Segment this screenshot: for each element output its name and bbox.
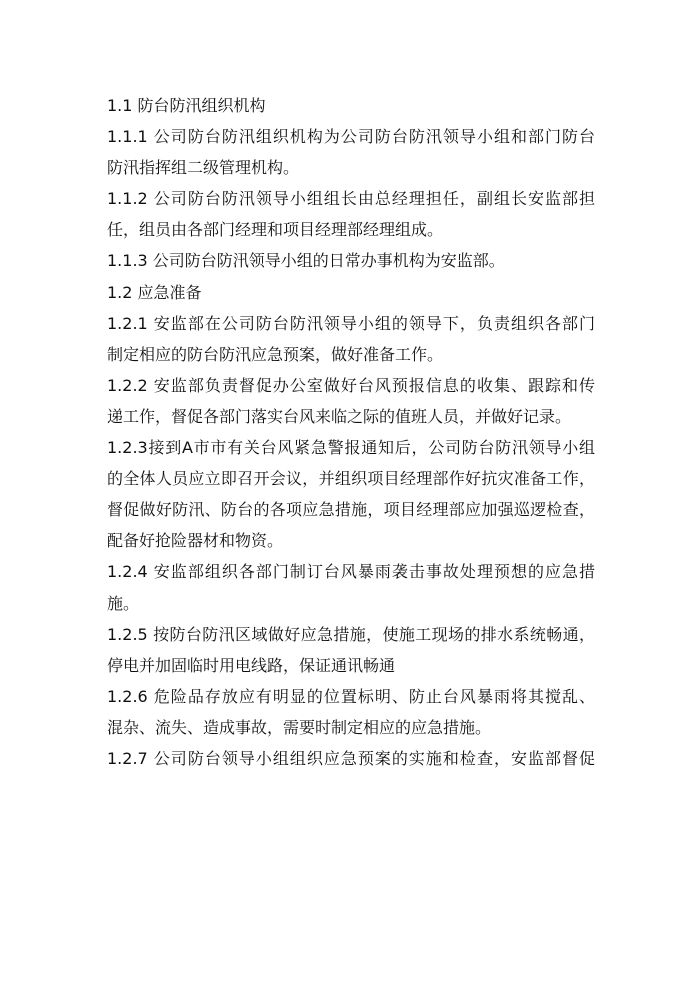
text-line: 配备好抢险器材和物资。 [107,531,284,551]
text-line: 任，组员由各部门经理和项目经理部经理组成。 [107,220,444,240]
text-line: 1.1.3 公司防台防汛领导小组的日常办事机构为安监部。 [107,251,505,271]
paragraph-1-2-1 [107,308,595,370]
text-line: 递工作，督促各部门落实台风来临之际的值班人员，并做好记录。 [107,406,572,426]
section-heading-1-2 [107,277,595,308]
text-line: 的全体人员应立即召开会议，并组织项目经理部作好抗灾准备工作， [107,469,595,489]
paragraph-1-2-4 [107,556,595,618]
text-line: 1.2.5 按防台防汛区域做好应急措施，使施工现场的排水系统畅通， [107,624,595,644]
paragraph-1-1-2 [107,183,595,245]
document-body [107,90,595,774]
text-line: 1.2.4 安监部组织各部门制订台风暴雨袭击事故处理预想的应急措 [107,562,595,582]
text-line: 停电并加固临时用电线路，保证通讯畅通 [107,655,396,675]
text-line: 1.1 防台防汛组织机构 [107,96,266,115]
paragraph-1-2-5 [107,619,595,681]
paragraph-1-2-6 [107,681,595,743]
paragraph-1-1-3 [107,245,595,276]
paragraph-1-1-1 [107,121,595,183]
paragraph-1-2-3 [107,432,595,556]
text-line: 1.2 应急准备 [107,282,202,302]
text-line: 防汛指挥组二级管理机构。 [107,158,300,178]
text-line: 施。 [107,593,140,613]
text-line: 1.2.7 公司防台领导小组组织应急预案的实施和检查，安监部督促 [107,748,595,768]
text-line: 1.2.3接到A市市有关台风紧急警报通知后，公司防台防汛领导小组 [107,438,595,458]
section-heading-1-1 [107,90,595,121]
text-line: 督促做好防汛、防台的各项应急措施，项目经理部应加强巡逻检查， [107,500,595,520]
text-line: 1.1.2 公司防台防汛领导小组组长由总经理担任，副组长安监部担 [107,189,595,209]
text-line: 制定相应的防台防汛应急预案，做好准备工作。 [107,344,444,364]
text-line: 混杂、流失、造成事故，需要时制定相应的应急措施。 [107,717,492,737]
text-line: 1.1.1 公司防台防汛组织机构为公司防台防汛领导小组和部门防台 [107,127,595,147]
text-line: 1.2.1 安监部在公司防台防汛领导小组的领导下，负责组织各部门 [107,313,595,333]
paragraph-1-2-7 [107,743,595,774]
text-line: 1.2.6 危险品存放应有明显的位置标明、防止台风暴雨将其搅乱、 [107,686,595,706]
text-line: 1.2.2 安监部负责督促办公室做好台风预报信息的收集、跟踪和传 [107,375,595,395]
paragraph-1-2-2 [107,370,595,432]
